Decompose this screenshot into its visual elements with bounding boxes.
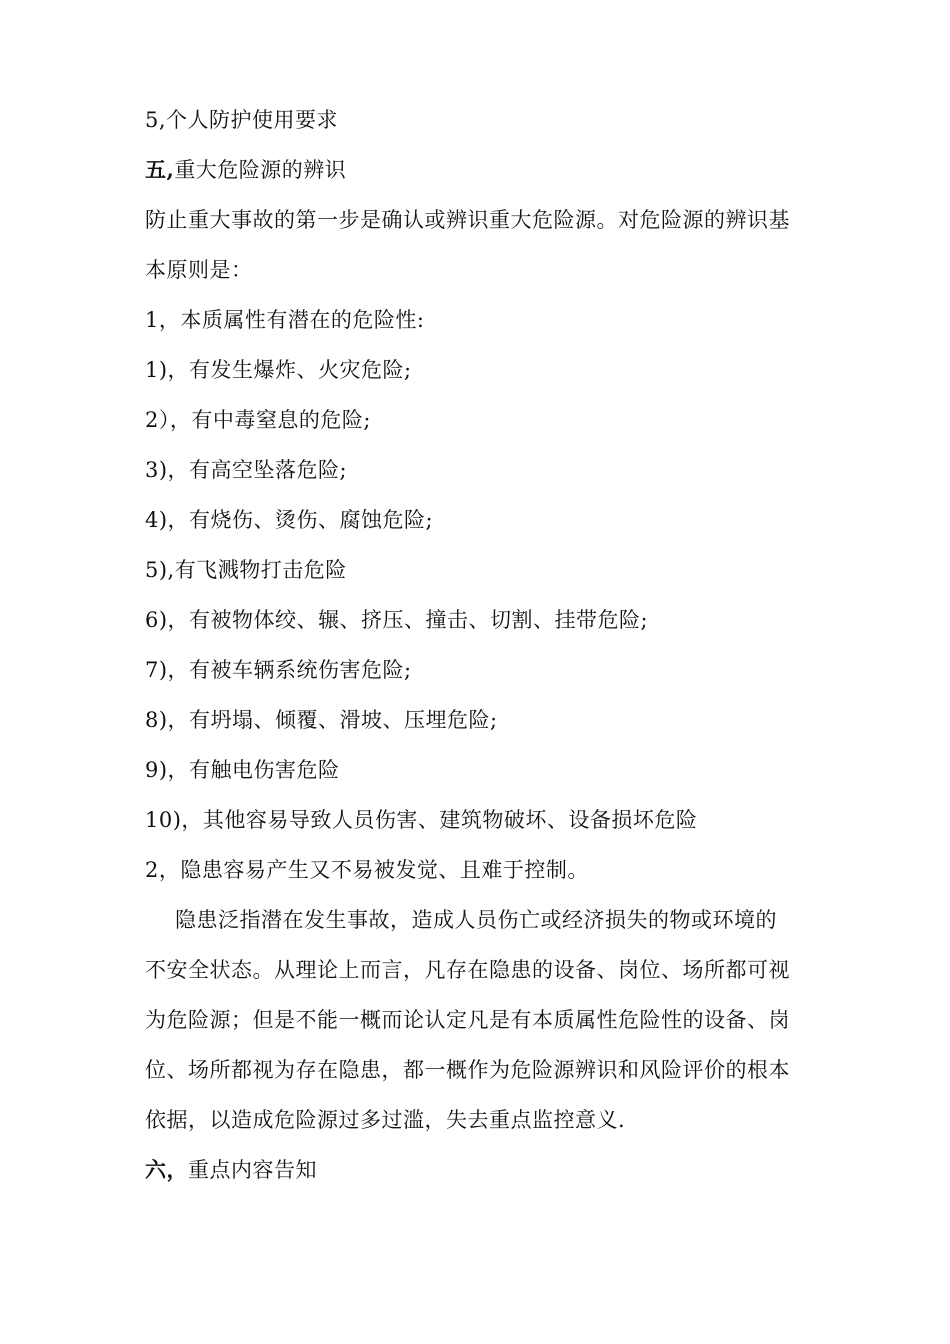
section-heading-6: [145, 1155, 317, 1185]
text-line: 2，隐患容易产生又不易被发觉、且难于控制。: [145, 858, 589, 882]
section-heading-5: [145, 155, 346, 185]
list-item: 10)，其他容易导致人员伤害、建筑物破坏、设备损坏危险: [145, 808, 698, 832]
list-item: 1)，有发生爆炸、火灾危险;: [145, 358, 412, 382]
text-line: 1，本质属性有潜在的危险性:: [145, 308, 425, 332]
list-item: 5),有飞溅物打击危险: [145, 558, 347, 582]
text-line: 本原则是：: [145, 258, 253, 282]
text-line: 5,个人防护使用要求: [145, 108, 339, 132]
list-item: 7)，有被车辆系统伤害危险;: [145, 658, 412, 682]
list-item: 2），有中毒窒息的危险;: [145, 408, 371, 432]
paragraph-line: 隐患泛指潜在发生事故，造成人员伤亡或经济损失的物或环境的: [175, 908, 777, 932]
section-number: 五,: [145, 157, 175, 182]
list-item: 8)，有坍塌、倾覆、滑坡、压埋危险;: [145, 708, 498, 732]
list-item: 6)，有被物体绞、辗、挤压、撞击、切割、挂带危险;: [145, 608, 649, 632]
paragraph-line: 依据，以造成危险源过多过滥，失去重点监控意义.: [145, 1108, 626, 1132]
list-item: 4)，有烧伤、烫伤、腐蚀危险;: [145, 508, 434, 532]
paragraph-line: 位、场所都视为存在隐患，都一概作为危险源辨识和风险评价的根本: [145, 1058, 790, 1082]
section-title: 重点内容告知: [188, 1158, 317, 1182]
section-number: 六，: [145, 1157, 188, 1182]
paragraph-line: 不安全状态。从理论上而言，凡存在隐患的设备、岗位、场所都可视: [145, 958, 790, 982]
section-title: 重大危险源的辨识: [174, 158, 347, 182]
list-item: 3)，有高空坠落危险;: [145, 458, 348, 482]
paragraph-line: 为危险源；但是不能一概而论认定凡是有本质属性危险性的设备、岗: [145, 1008, 790, 1032]
text-line: 防止重大事故的第一步是确认或辨识重大危险源。对危险源的辨识基: [145, 208, 790, 232]
list-item: 9)，有触电伤害危险: [145, 758, 340, 782]
